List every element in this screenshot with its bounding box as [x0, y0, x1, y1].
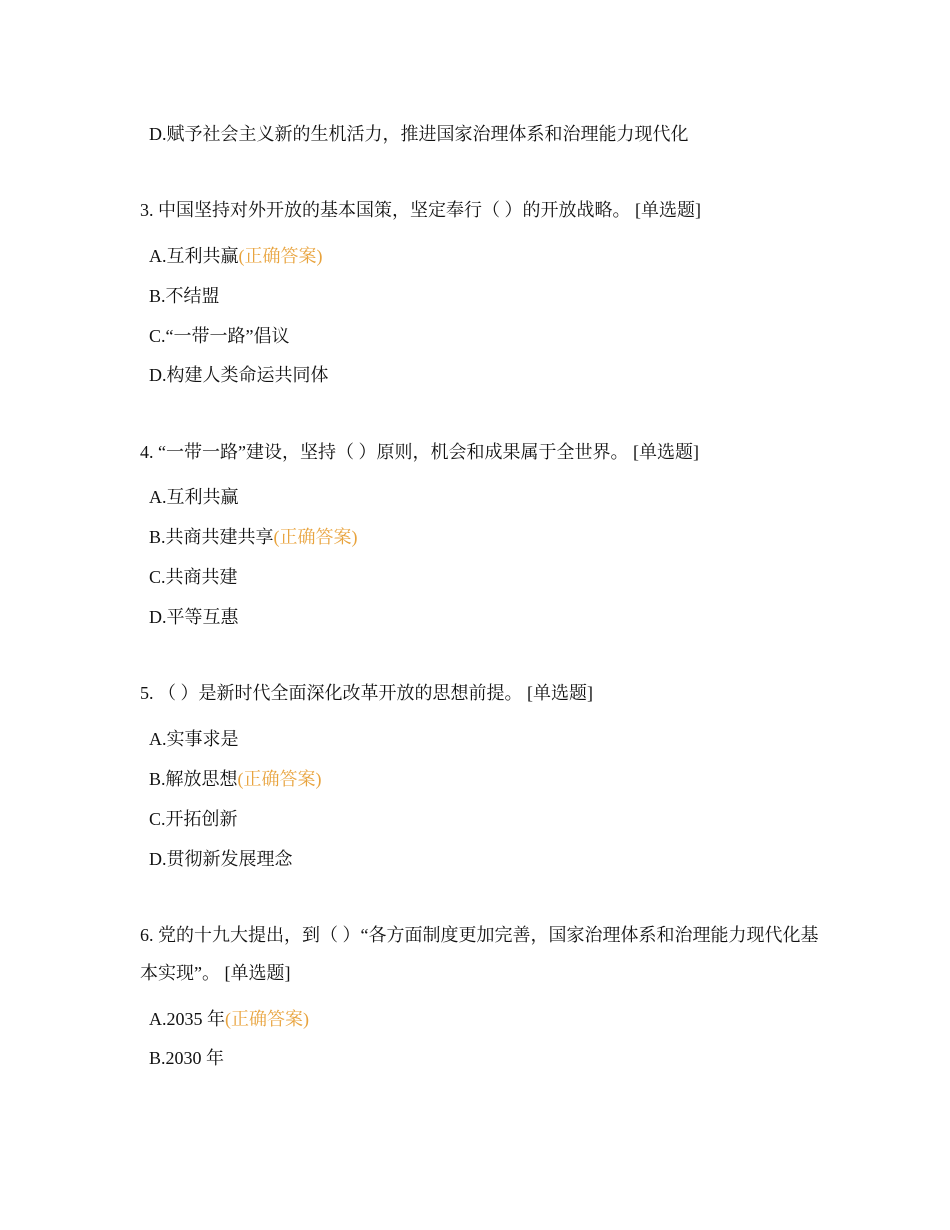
option-q4-b — [149, 525, 358, 549]
question-text: 党的十九大提出，到（ ）“各方面制度更加完善，国家治理体系和治理能力现代化基本实现”。 — [140, 925, 819, 983]
question-4-stem — [140, 440, 699, 464]
question-number: 5. — [140, 683, 154, 703]
option-q5-c — [149, 807, 238, 831]
option-label: D.贯彻新发展理念 — [149, 849, 293, 869]
option-q3-d — [149, 363, 329, 387]
correct-answer-marker: (正确答案) — [238, 246, 323, 266]
question-3-stem — [140, 198, 701, 222]
option-label: B.不结盟 — [149, 286, 220, 306]
question-text: 中国坚持对外开放的基本国策，坚定奉行（ ）的开放战略。 — [158, 200, 631, 220]
question-type: [单选题] — [632, 442, 699, 462]
option-q6-a — [149, 1007, 309, 1031]
option-q2-d — [149, 122, 689, 146]
option-label: A.互利共赢 — [149, 246, 239, 266]
option-q4-d — [149, 605, 239, 629]
option-q3-b — [149, 284, 220, 308]
option-q5-d — [149, 847, 293, 871]
question-text: “一带一路”建设，坚持（ ）原则，机会和成果属于全世界。 — [158, 442, 629, 462]
question-5-stem — [140, 681, 593, 705]
option-q3-c — [149, 324, 289, 348]
question-number: 3. — [140, 200, 154, 220]
option-label: B.共商共建共享 — [149, 527, 274, 547]
option-q6-b — [149, 1046, 224, 1070]
question-type: [单选题] — [527, 683, 593, 703]
option-q3-a — [149, 244, 323, 268]
question-number: 6. — [140, 925, 154, 945]
option-q4-a — [149, 485, 239, 509]
option-label: A.实事求是 — [149, 729, 239, 749]
option-label: B.解放思想 — [149, 769, 238, 789]
option-q5-b — [149, 767, 322, 791]
option-q4-c — [149, 565, 238, 589]
option-label: A.互利共赢 — [149, 487, 239, 507]
question-type: [单选题] — [224, 963, 291, 983]
option-label: C.开拓创新 — [149, 809, 238, 829]
option-q5-a — [149, 727, 239, 751]
correct-answer-marker: (正确答案) — [237, 769, 322, 789]
option-label: B.2030 年 — [149, 1048, 225, 1068]
question-text: （ ）是新时代全面深化改革开放的思想前提。 — [158, 683, 523, 703]
option-label: D.构建人类命运共同体 — [149, 365, 329, 385]
option-label: D.赋予社会主义新的生机活力，推进国家治理体系和治理能力现代化 — [149, 124, 689, 144]
question-number: 4. — [140, 442, 154, 462]
question-6-stem — [140, 916, 820, 992]
question-type: [单选题] — [635, 200, 701, 220]
correct-answer-marker: (正确答案) — [273, 527, 358, 547]
option-label: A.2035 年 — [149, 1009, 225, 1029]
option-label: D.平等互惠 — [149, 607, 239, 627]
correct-answer-marker: (正确答案) — [225, 1009, 309, 1029]
option-label: C.“一带一路”倡议 — [149, 326, 290, 346]
option-label: C.共商共建 — [149, 567, 238, 587]
